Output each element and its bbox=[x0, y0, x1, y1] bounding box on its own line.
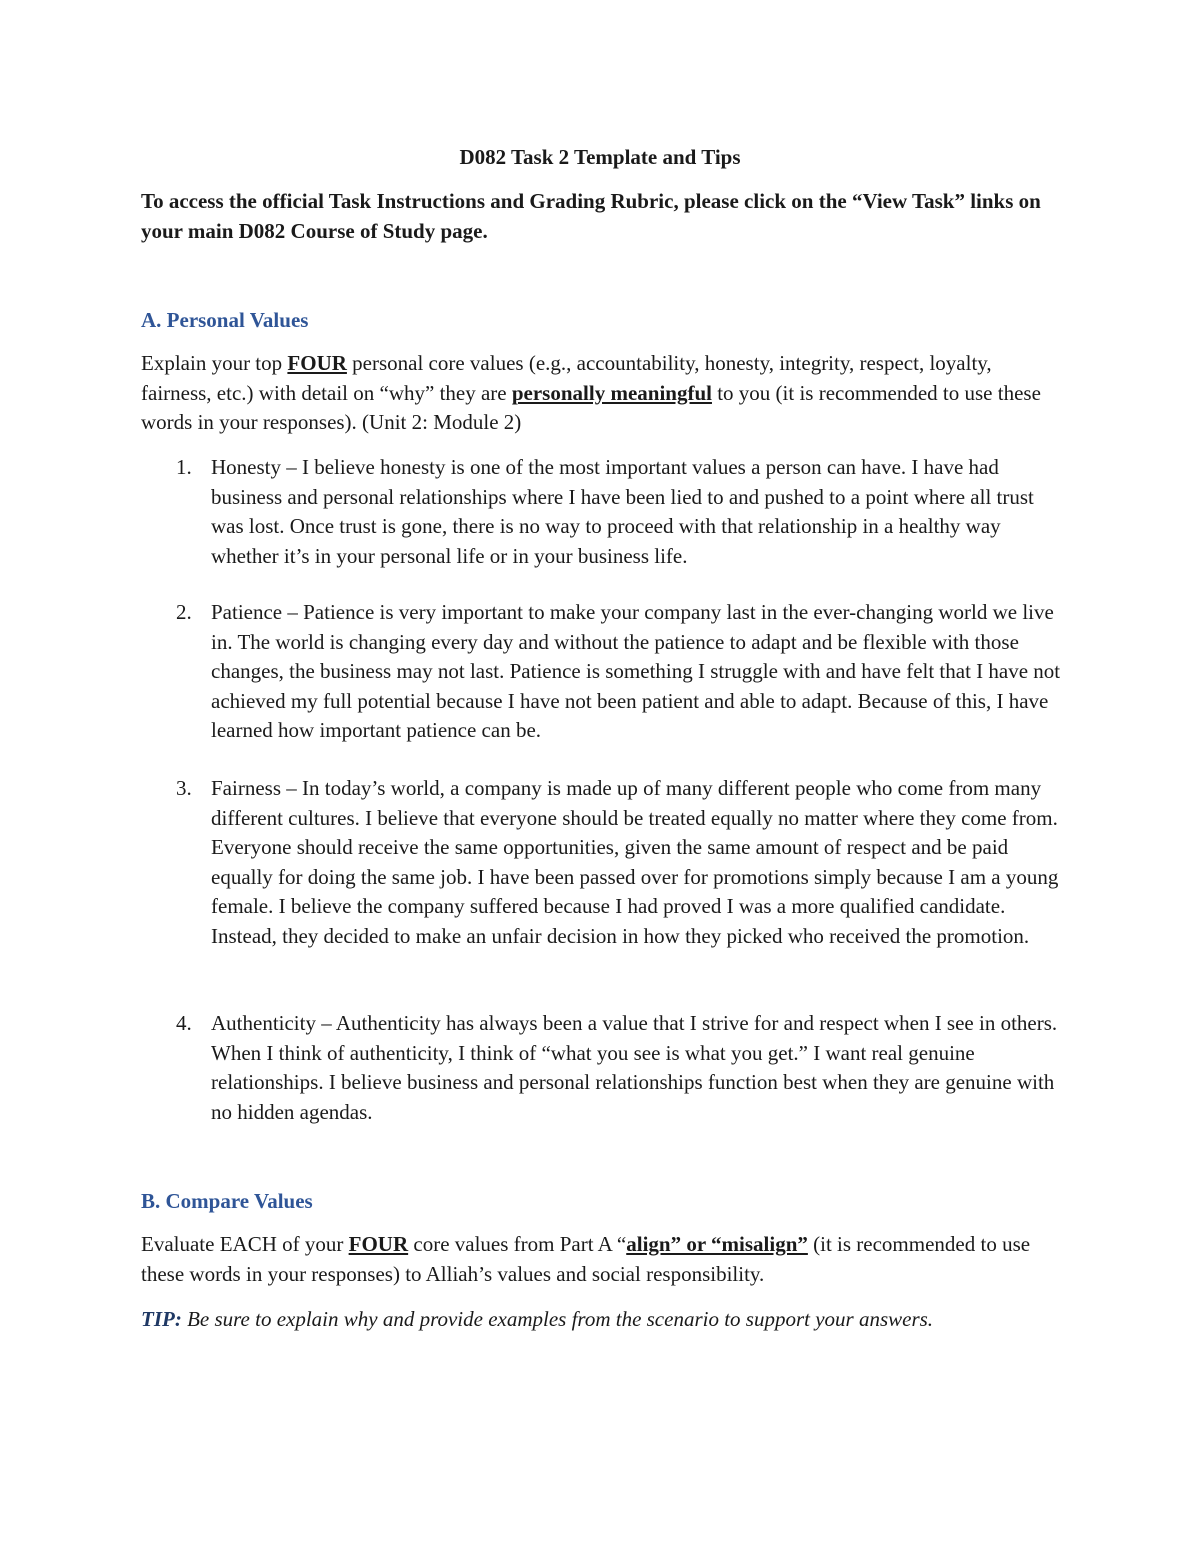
section-a-prompt-middle: personal core values (e.g., accountability, honesty, integrity, respect, loyalty, fairness, etc.) with detail on “why” they are bbox=[141, 351, 992, 405]
section-b-prompt-suffix: (it is recommended to use these words in your responses) to Alliah’s values and social responsibility. bbox=[141, 1232, 1031, 1286]
list-item-text: Patience – Patience is very important to make your company last in the ever-changing world we live in. The world is changing every day and without the patience to adapt and be flexible with those changes, the business may not last. Patience is something I struggle with and have felt that I have not achieved my full potential because I have not been patient and able to adapt. Because of this, I have learned how important patience can be. bbox=[211, 600, 1061, 742]
list-item-text: Fairness – In today’s world, a company is made up of many different people who come from many different cultures. I believe that everyone should be treated equally no matter where they come from. Everyone should receive the same opportunities, given the same amount of respect and be paid equally for doing the same job. I have been passed over for promotions simply because I am a young female. I believe the company suffered because I had proved I was a more qualified candidate. Instead, they decided to make an unfair decision in how they picked who received the promotion. bbox=[211, 776, 1059, 948]
section-b-prompt-prefix: Evaluate EACH of your bbox=[141, 1232, 349, 1256]
document-title: D082 Task 2 Template and Tips bbox=[459, 145, 741, 169]
list-item-text: Authenticity – Authenticity has always been a value that I strive for and respect when I see in others. When I think of authenticity, I think of “what you see is what you get.” I want real genuine relationships. I believe business and personal relationships function best when they are genuine with no hidden agendas. bbox=[211, 1011, 1058, 1124]
list-item-number: 1. bbox=[176, 455, 192, 479]
section-a-prompt-suffix: to you (it is recommended to use these words in your responses). (Unit 2: Module 2) bbox=[141, 380, 1041, 434]
tip-label: TIP: bbox=[141, 1307, 182, 1331]
section-a-prompt-prefix: Explain your top bbox=[141, 351, 288, 375]
section-b-heading: B. Compare Values bbox=[141, 1189, 313, 1213]
section-a-prompt bbox=[141, 349, 1066, 438]
section-a-four-emphasis: FOUR bbox=[287, 351, 347, 375]
section-a-meaningful-emphasis: personally meaningful bbox=[511, 380, 712, 405]
list-item-number: 3. bbox=[176, 776, 192, 800]
intro-instructions: To access the official Task Instructions and Grading Rubric, please click on the “View Task” links on your main D082 Course of Study page. bbox=[141, 189, 1041, 243]
section-b-prompt-middle: core values from Part A “ bbox=[408, 1232, 627, 1256]
section-b-prompt bbox=[141, 1230, 1066, 1289]
list-item-number: 2. bbox=[176, 600, 192, 624]
tip-text: Be sure to explain why and provide examples from the scenario to support your answers. bbox=[181, 1307, 934, 1331]
list-item-text: Honesty – I believe honesty is one of the most important values a person can have. I have had business and personal relationships where I have been lied to and pushed to a point where all trust was lost. Once trust is gone, there is no way to proceed with that relationship in a healthy way whether it’s in your personal life or in your business life. bbox=[211, 455, 1034, 568]
tip-note bbox=[141, 1305, 1066, 1334]
list-item-number: 4. bbox=[176, 1011, 192, 1035]
section-b-four-emphasis: FOUR bbox=[348, 1232, 409, 1256]
section-a-heading: A. Personal Values bbox=[141, 308, 309, 332]
section-b-align-emphasis: align” or “misalign” bbox=[626, 1232, 808, 1256]
